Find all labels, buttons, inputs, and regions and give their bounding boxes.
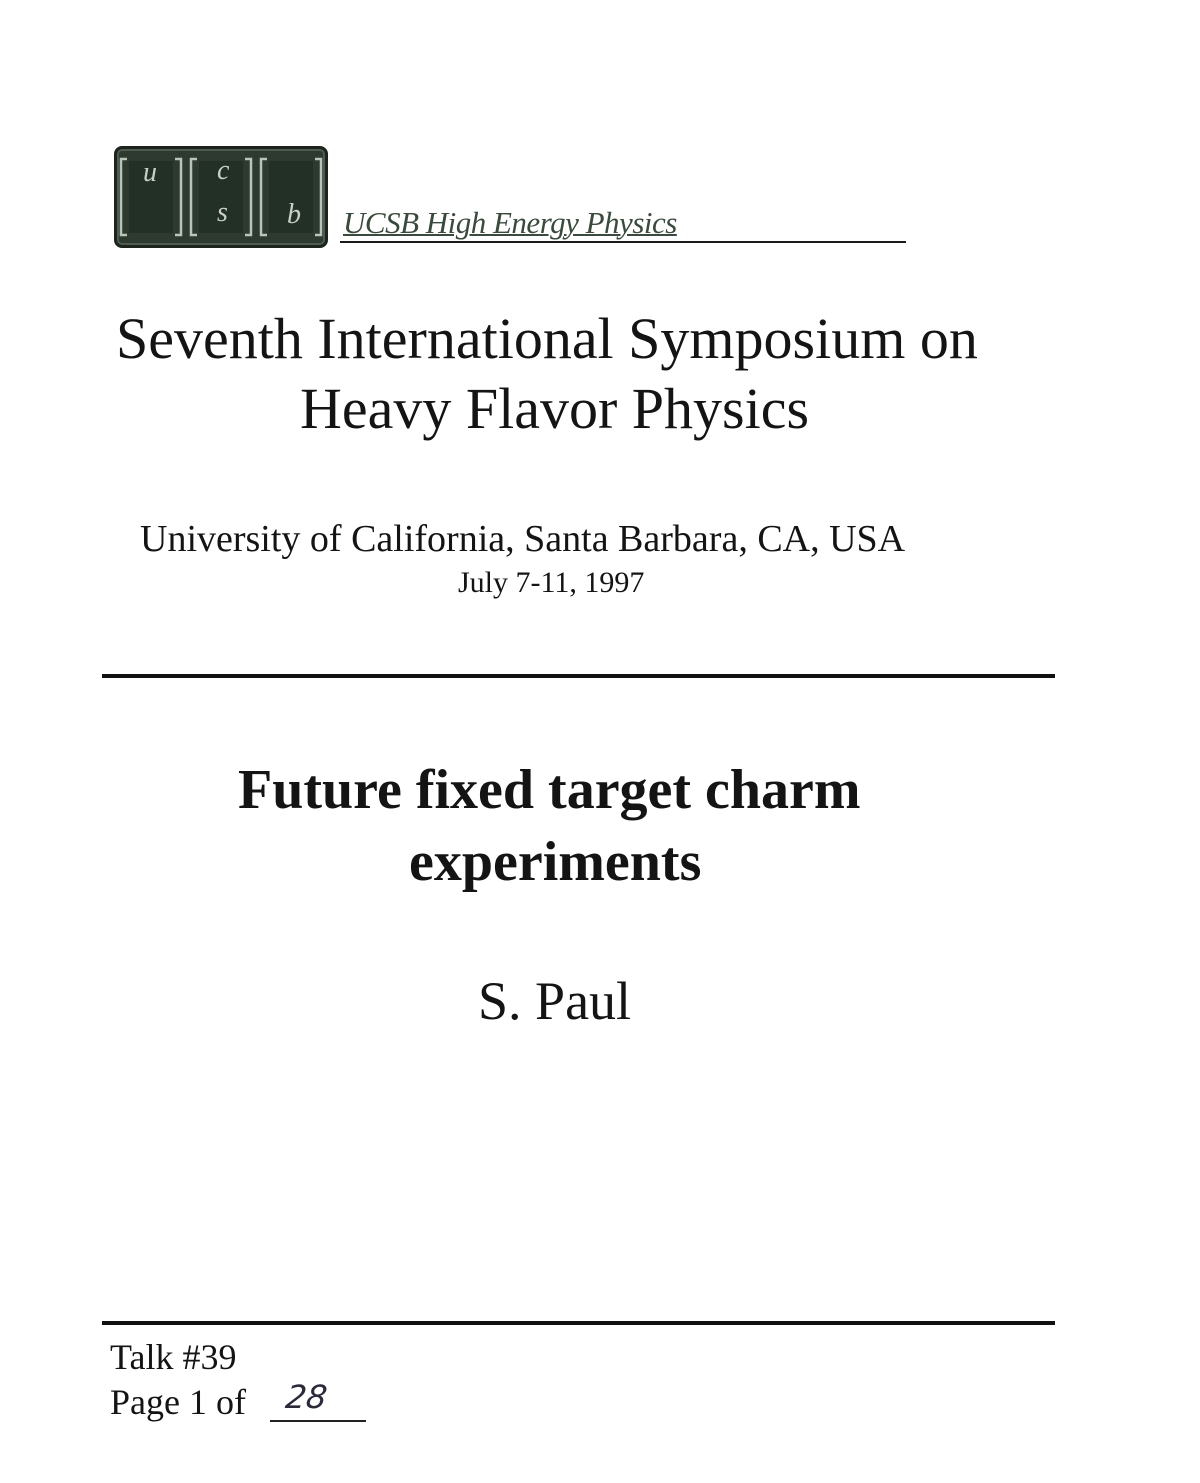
logo-underline	[340, 241, 906, 243]
logo-letter-s: s	[217, 197, 228, 228]
symposium-title-line2: Heavy Flavor Physics	[300, 376, 810, 441]
symposium-dates: July 7-11, 1997	[458, 566, 645, 599]
divider-top	[102, 674, 1055, 678]
logo-bracket-2r	[245, 159, 251, 235]
logo-letter-c: c	[217, 155, 230, 186]
ucsb-hep-logo	[114, 146, 328, 248]
page-label: Page 1 of	[110, 1382, 246, 1422]
talk-number: Talk #39	[110, 1337, 237, 1377]
symposium-title-line1: Seventh International Symposium on	[116, 306, 978, 371]
divider-bottom	[102, 1321, 1055, 1325]
page-total-handwritten: 28	[283, 1378, 330, 1416]
logo-bracket-1l	[121, 159, 127, 235]
logo-letter-b: b	[287, 199, 301, 230]
logo-caption: UCSB High Energy Physics	[343, 205, 677, 240]
logo-bracket-1r	[175, 159, 181, 235]
logo-bracket-2l	[191, 159, 197, 235]
logo-bracket-3r	[315, 159, 321, 235]
talk-author: S. Paul	[478, 971, 632, 1031]
logo-bracket-3l	[261, 159, 267, 235]
talk-title-line1: Future fixed target charm	[238, 759, 861, 821]
talk-title-line2: experiments	[409, 831, 702, 893]
symposium-venue: University of California, Santa Barbara, CA, USA	[140, 518, 906, 560]
logo-letter-u: u	[143, 157, 157, 188]
page-total-blank-line	[270, 1420, 366, 1422]
